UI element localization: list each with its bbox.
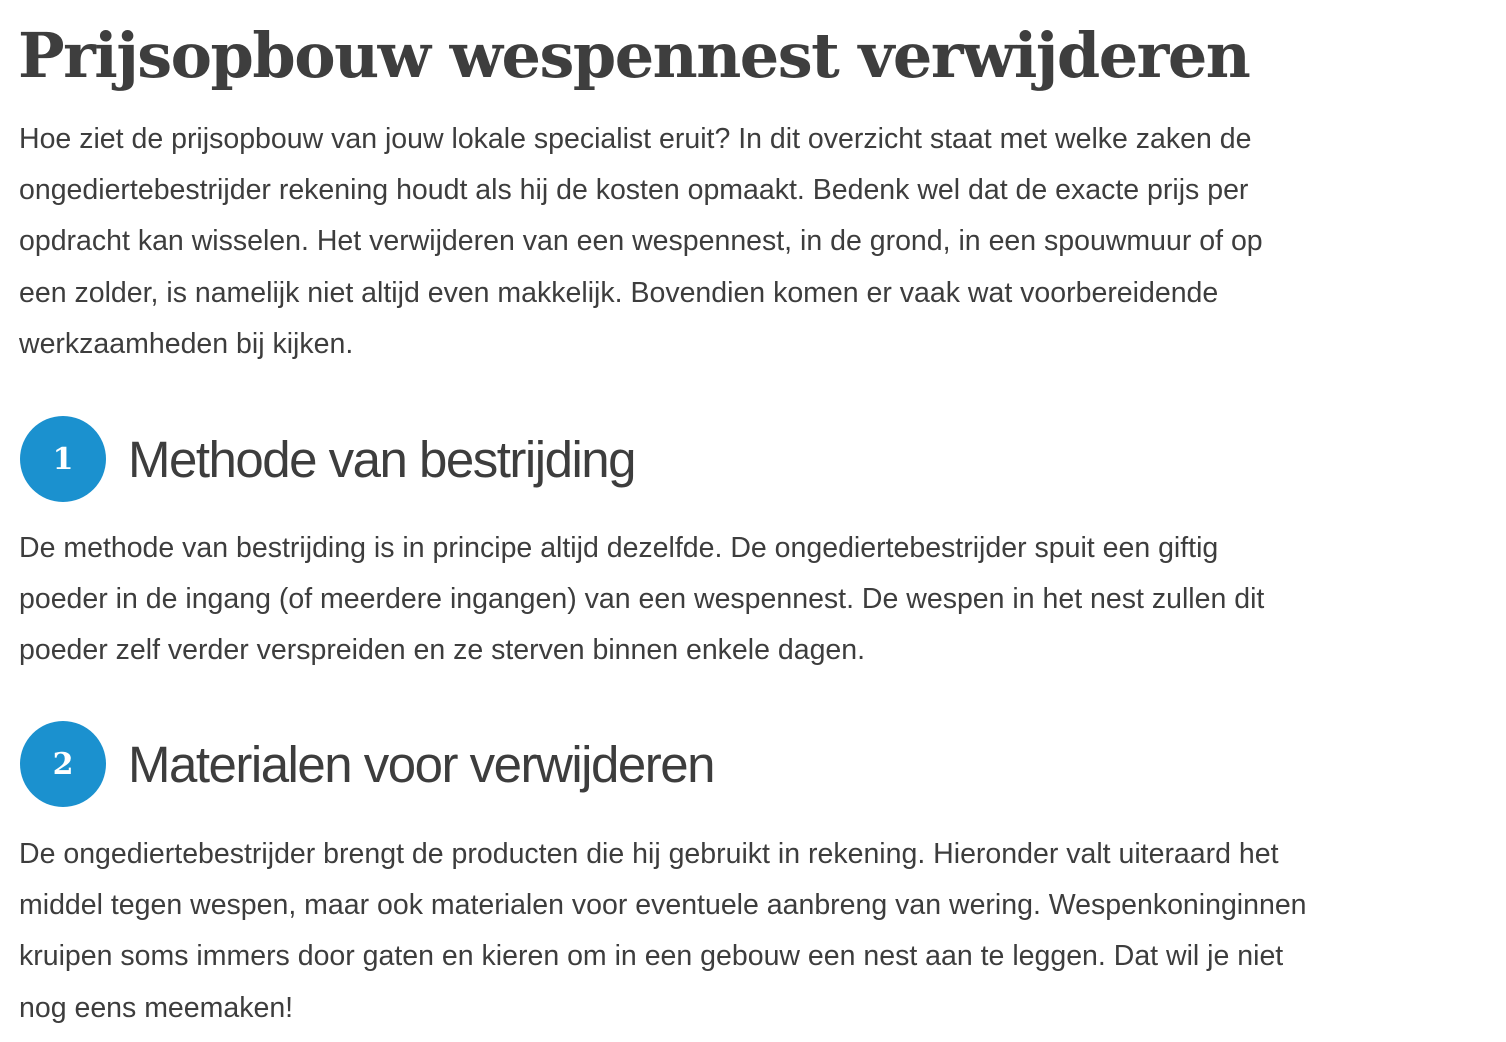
intro-paragraph [19, 114, 1263, 370]
intro-line: Hoe ziet de prijsopbouw van jouw lokale specialist eruit? In dit overzicht staat met welke zaken de [19, 123, 1252, 155]
paragraph-line: poeder in de ingang (of meerdere ingangen) van een wespennest. De wespen in het nest zullen dit [19, 583, 1265, 616]
section-2-header [20, 719, 714, 809]
intro-line: werkzaamheden bij kijken. [19, 327, 354, 360]
section-heading: Materialen voor verwijderen [128, 735, 714, 793]
section-2-paragraph [19, 829, 1307, 1034]
paragraph-line: kruipen soms immers door gaten en kieren om in een gebouw een nest aan te leggen. Dat wil je niet [19, 940, 1284, 973]
paragraph-line: nog eens meemaken! [19, 991, 294, 1024]
paragraph-line: De methode van bestrijding is in principe altijd dezelfde. De ongediertebestrijder spuit een giftig [19, 532, 1219, 564]
section-1-paragraph [19, 523, 1264, 677]
section-heading: Methode van bestrijding [128, 430, 636, 488]
paragraph-line: middel tegen wespen, maar ook materialen voor eventuele aanbreng van wering. Wespenkoninginnen [19, 889, 1307, 922]
step-number-badge: 1 [20, 416, 106, 502]
paragraph-line: poeder zelf verder verspreiden en ze sterven binnen enkele dagen. [19, 634, 866, 667]
page-title: Prijsopbouw wespennest verwijderen [18, 19, 1250, 92]
paragraph-line: De ongediertebestrijder brengt de producten die hij gebruikt in rekening. Hieronder valt uiteraard het [19, 838, 1279, 870]
section-1-header [20, 414, 635, 504]
intro-line: opdracht kan wisselen. Het verwijderen van een wespennest, in de grond, in een spouwmuur of op [19, 225, 1263, 258]
intro-line: een zolder, is namelijk niet altijd even makkelijk. Bovendien komen er vaak wat voorbereidende [19, 276, 1219, 309]
intro-line: ongediertebestrijder rekening houdt als hij de kosten opmaakt. Bedenk wel dat de exacte prijs per [19, 174, 1249, 207]
step-number-badge: 2 [20, 721, 106, 807]
